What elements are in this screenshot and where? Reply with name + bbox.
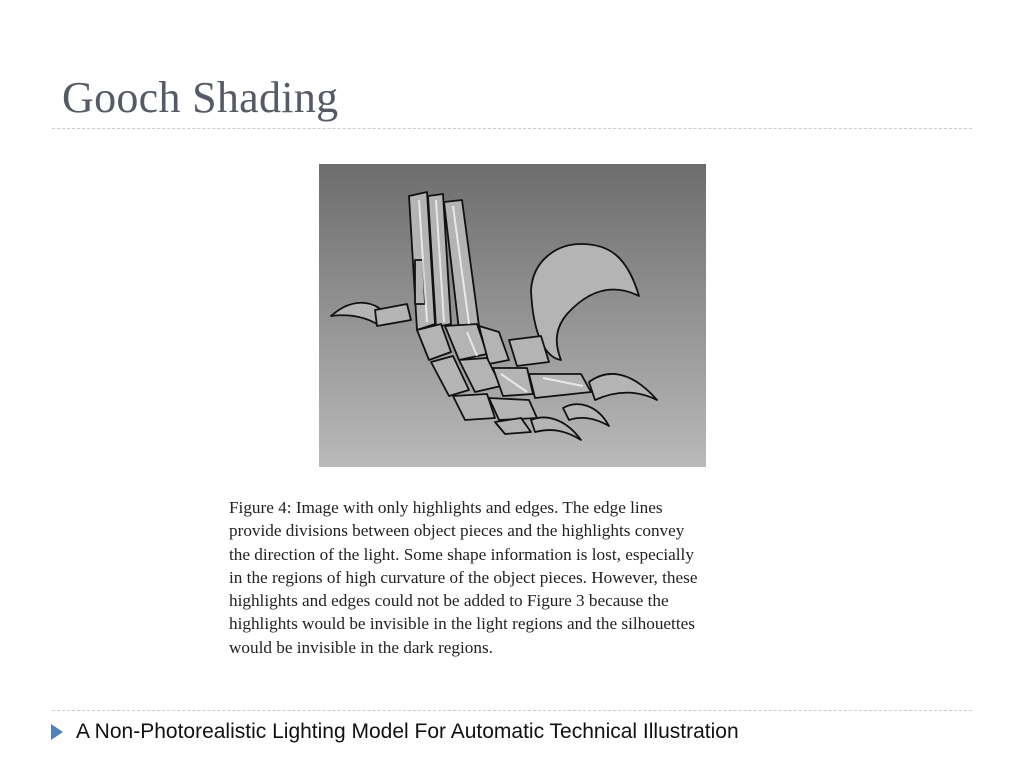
figure-caption [229,496,797,659]
footer [50,717,739,747]
caption-line: provide divisions between object pieces and the highlights convey [229,521,685,541]
caption-line: Figure 4: Image with only highlights and edges. The edge lines [229,498,663,517]
caption-line: the direction of the light. Some shape information is lost, especially [229,544,694,564]
footer-text: A Non-Photorealistic Lighting Model For Automatic Technical Illustration [76,720,739,743]
caption-line: in the regions of high curvature of the object pieces. However, these [229,567,698,587]
triangle-bullet-icon [50,723,64,741]
caption-line: would be invisible in the dark regions. [229,637,493,657]
slide-title: Gooch Shading [62,73,339,122]
figure-image [319,164,706,467]
caption-line: highlights and edges could not be added to Figure 3 because the [229,591,669,611]
caption-line: highlights would be invisible in the light regions and the silhouettes [229,614,695,634]
title-divider [52,128,972,129]
footer-divider [52,710,972,711]
